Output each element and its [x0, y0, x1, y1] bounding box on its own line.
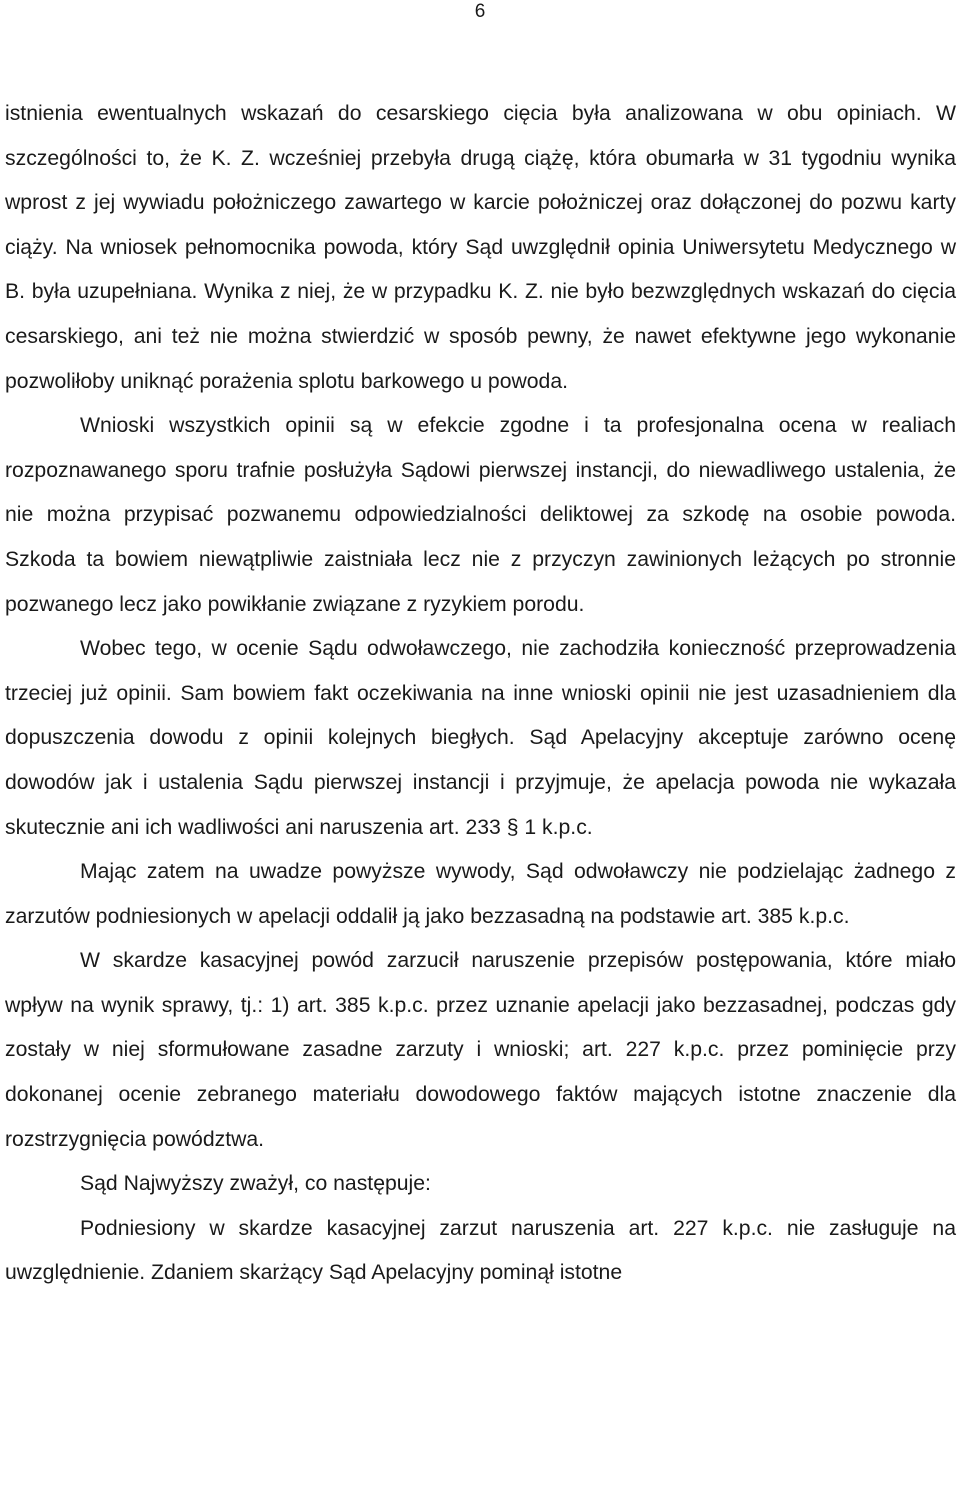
- page-number: 6: [474, 1, 486, 22]
- paragraph-continuation: istnienia ewentualnych wskazań do cesarskiego cięcia była analizowana w obu opiniach. W szczególności to, że K. Z. wcześniej przebyła drugą ciążę, która obumarła w 31 tygodniu wynika wprost z jej wywiadu położniczego zawartego w karcie położniczej oraz dołączonej do pozwu karty ciąży. Na wniosek pełnomocnika powoda, który Sąd uwzględnił opinia Uniwersytetu Medycznego w B. była uzupełniana. Wynika z niej, że w przypadku K. Z. nie było bezwzględnych wskazań do cięcia cesarskiego, ani też nie można stwierdzić w sposób pewny, że nawet efektywne jego wykonanie pozwoliłoby uniknąć porażenia splotu barkowego u powoda.: [5, 102, 956, 393]
- paragraph-opinions-conclusions: Wnioski wszystkich opinii są w efekcie zgodne i ta profesjonalna ocena w realiach rozpoznawanego sporu trafnie posłużyła Sądowi pierwszej instancji, do niewadliwego ustalenia, że nie można przypisać pozwanemu odpowiedzialności deliktowej za szkodę na osobie powoda. Szkoda ta bowiem niewątpliwie zaistniała lecz nie z przyczyn zawinionych leżących po stronnie pozwanego lecz jako powikłanie związane z ryzykiem porodu.: [5, 414, 956, 616]
- paragraph-supreme-court-reasoning: Podniesiony w skardze kasacyjnej zarzut naruszenia art. 227 k.p.c. nie zasługuje na uwzględnienie. Zdaniem skarżący Sąd Apelacyjny pominął istotne: [5, 1216, 956, 1285]
- document-body: [5, 92, 956, 1296]
- paragraph-appeal-dismissed: Mając zatem na uwadze powyższe wywody, Sąd odwoławczy nie podzielając żadnego z zarzutów podniesionych w apelacji oddalił ją jako bezzasadną na podstawie art. 385 k.p.c.: [5, 860, 956, 928]
- paragraph-third-opinion: Wobec tego, w ocenie Sądu odwoławczego, nie zachodziła konieczność przeprowadzenia trzeciej już opinii. Sam bowiem fakt oczekiwania na inne wnioski opinii nie jest uzasadnieniem dla dopuszczenia dowodu z opinii kolejnych biegłych. Sąd Apelacyjny akceptuje zarówno ocenę dowodów jak i ustalenia Sądu pierwszej instancji i przyjmuje, że apelacja powoda nie wykazała skutecznie ani ich wadliwości ani naruszenia art. 233 § 1 k.p.c.: [5, 637, 956, 839]
- paragraph-cassation-complaint: W skardze kasacyjnej powód zarzucił naruszenie przepisów postępowania, które miało wpływ na wynik sprawy, tj.: 1) art. 385 k.p.c. przez uznanie apelacji jako bezzasadnej, podczas gdy zostały w niej sformułowane zasadne zarzuty i wnioski; art. 227 k.p.c. przez pominięcie przy dokonanej ocenie zebranego materiału dowodowego faktów mających istotne znaczenie dla rozstrzygnięcia powództwa.: [5, 949, 956, 1151]
- paragraph-supreme-court-heading: Sąd Najwyższy zważył, co następuje:: [80, 1172, 431, 1196]
